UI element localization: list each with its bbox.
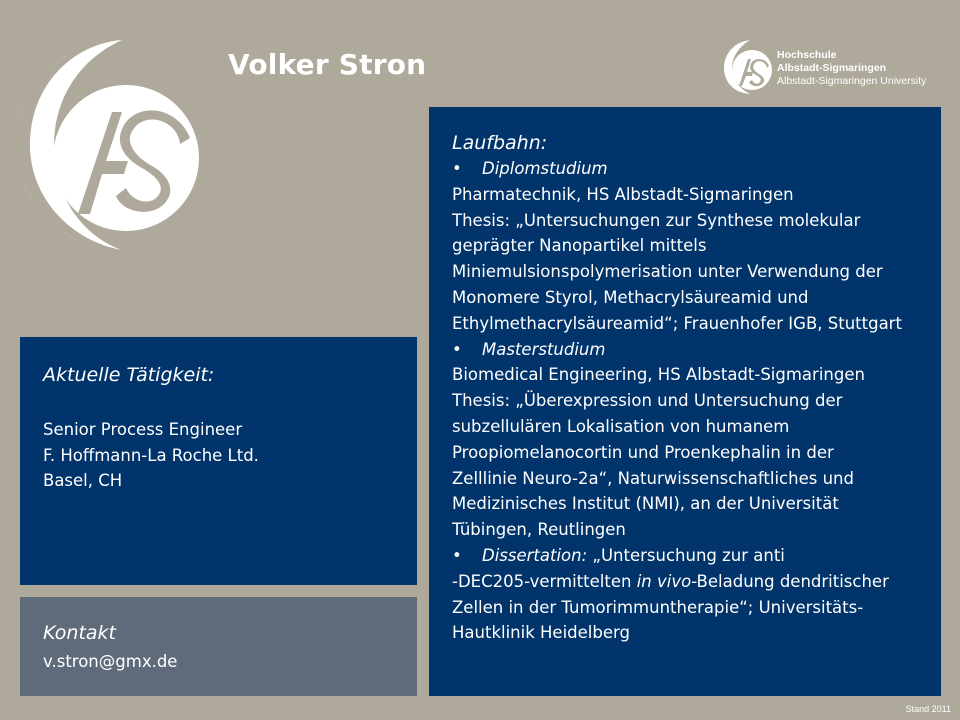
entry-line: geprägter Nanopartikel mittels <box>452 236 707 256</box>
employer: F. Hoffmann-La Roche Ltd. <box>43 445 259 465</box>
entry-line: Pharmatechnik, HS Albstadt-Sigmaringen <box>452 184 794 204</box>
job-title: Senior Process Engineer <box>43 420 243 439</box>
as-logo-large <box>18 36 210 254</box>
entry-title: Masterstudium <box>482 339 606 359</box>
stand-date: Stand 2011 <box>905 704 951 714</box>
career-heading: Laufbahn: <box>452 132 548 154</box>
career-panel <box>429 107 941 696</box>
career-entry-master <box>452 337 931 363</box>
entry-line: Tübingen, Reutlingen <box>452 520 626 540</box>
entry-line <box>452 569 931 595</box>
contact-email: v.stron@gmx.de <box>43 652 178 671</box>
contact-panel <box>20 597 417 696</box>
entry-line-italic: in vivo <box>636 571 692 591</box>
entry-line: Thesis: „Untersuchungen zur Synthese molekular <box>452 210 861 230</box>
current-position-details <box>43 417 397 494</box>
university-name-line1: Hochschule <box>777 49 837 61</box>
entry-title-rest: „Untersuchung zur anti <box>587 545 785 565</box>
as-logo-icon <box>18 36 210 254</box>
entry-line: Monomere Styrol, Methacrylsäureamid und <box>452 287 809 307</box>
as-logo-small-icon <box>722 38 774 96</box>
contact-heading: Kontakt <box>43 622 116 644</box>
entry-line: Proopiomelanocortin und Proenkephalin in der <box>452 442 834 462</box>
page-title: Volker Stron <box>228 48 427 81</box>
entry-line-part: -Beladung dendritischer <box>691 571 889 591</box>
career-entry-diplom <box>452 156 931 182</box>
current-position-heading: Aktuelle Tätigkeit: <box>43 364 215 386</box>
entry-line: Hautklinik Heidelberg <box>452 623 630 643</box>
entry-line: Medizinisches Institut (NMI), an der Universität <box>452 494 839 514</box>
bullet: • <box>452 159 462 178</box>
university-name-line2: Albstadt-Sigmaringen <box>777 62 887 74</box>
bullet: • <box>452 545 462 565</box>
current-position-panel <box>20 337 417 585</box>
entry-line: Biomedical Engineering, HS Albstadt-Sigmaringen <box>452 365 865 385</box>
entry-line: Ethylmethacrylsäureamid“; Frauenhofer IGB, Stuttgart <box>452 313 902 333</box>
entry-line-part: -DEC205-vermittelten <box>452 571 637 591</box>
entry-title: Diplomstudium <box>482 159 608 178</box>
entry-line: Zelllinie Neuro-2a“, Naturwissenschaftliches und <box>452 468 854 488</box>
university-name-english: Albstadt-Sigmaringen University <box>777 75 927 87</box>
university-logo <box>722 38 950 96</box>
entry-line: Thesis: „Überexpression und Untersuchung der <box>452 391 843 411</box>
bullet: • <box>452 339 462 359</box>
entry-line: Miniemulsionspolymerisation unter Verwendung der <box>452 262 883 282</box>
location: Basel, CH <box>43 471 123 490</box>
entry-title: Dissertation: <box>482 545 588 565</box>
entry-line: subzellulären Lokalisation von humanem <box>452 416 790 436</box>
career-entry-dissertation <box>452 543 931 569</box>
entry-line: Zellen in der Tumorimmuntherapie“; Universitäts- <box>452 597 864 617</box>
